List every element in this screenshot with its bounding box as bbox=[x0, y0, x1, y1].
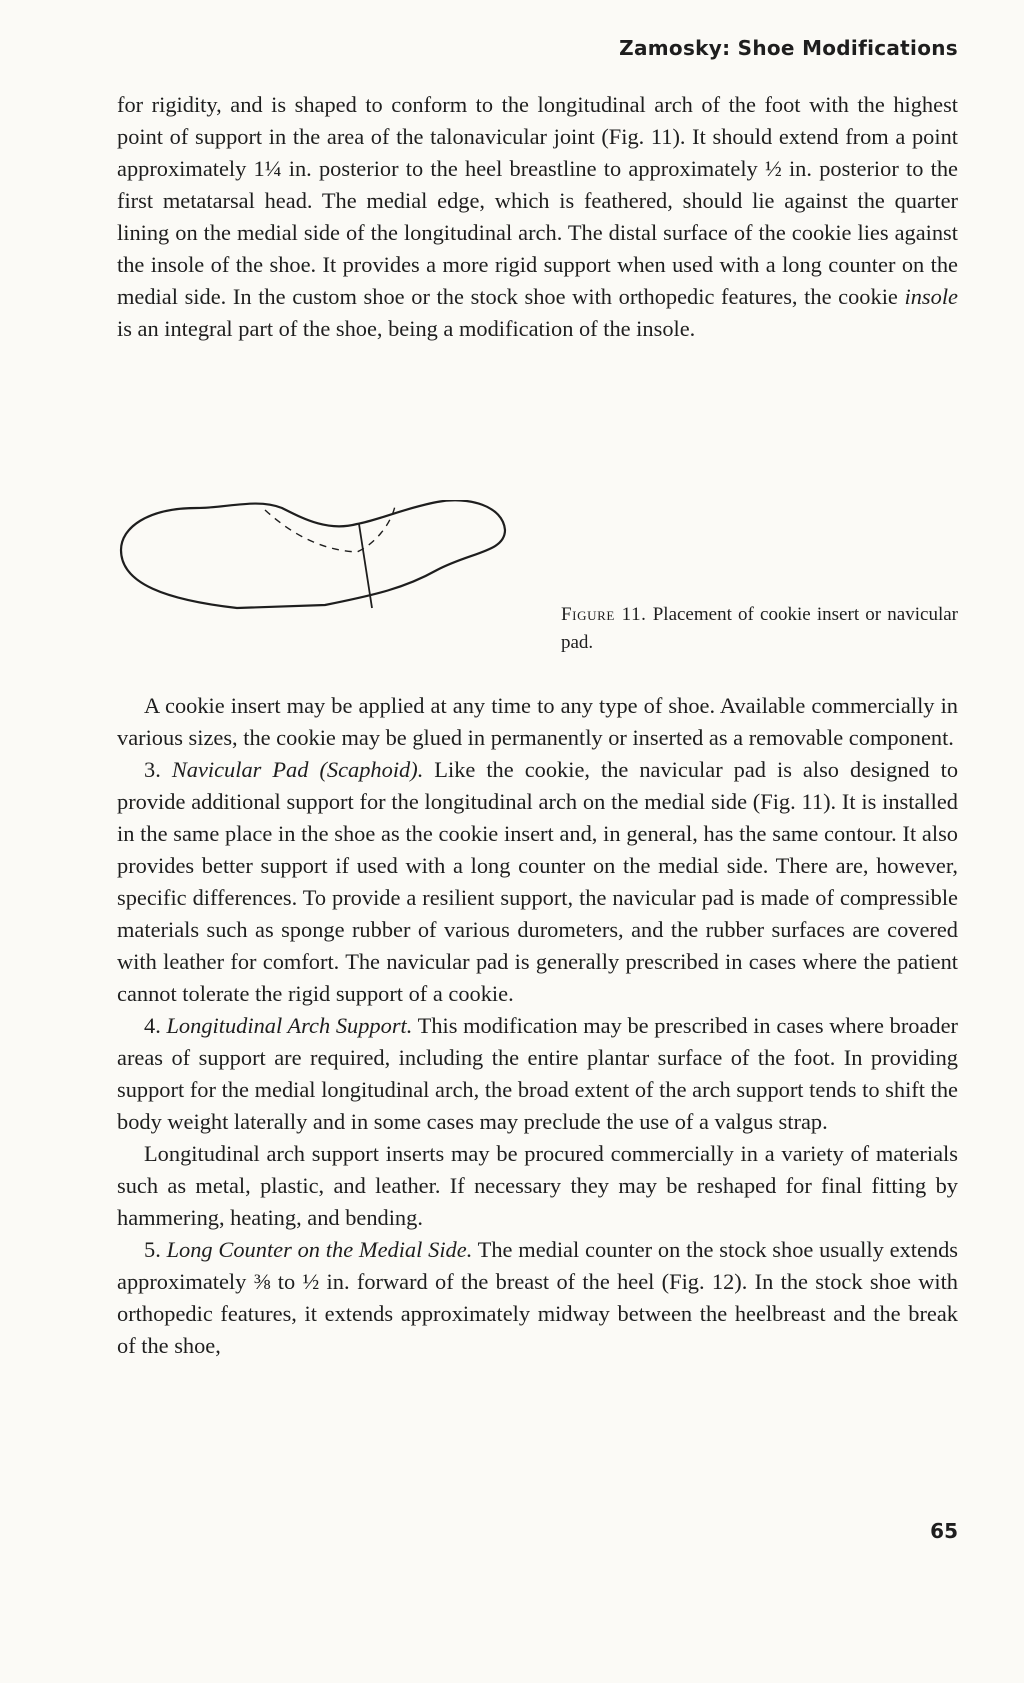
cookie-insert-dashed-outline bbox=[265, 506, 395, 552]
running-header: Zamosky: Shoe Modifications bbox=[619, 36, 958, 60]
emphasis-insole: insole bbox=[904, 284, 958, 309]
text-block-top bbox=[117, 89, 958, 345]
section-title-navicular-pad: Navicular Pad (Scaphoid). bbox=[171, 757, 424, 782]
figure-11-caption: Figure 11. Placement of cookie insert or navicular pad. bbox=[561, 604, 958, 653]
paragraph-cookie-description: for rigidity, and is shaped to conform to the longitudinal arch of the foot with the highest point of support in the area of the talonavicular joint (Fig. 11). It should extend from a point approximately 1¼ in. posterior to the heel breastline to approximately ½ in. posterior to the first metatarsal head. The medial edge, which is feathered, should lie against the quarter lining on the medial side of the longitudinal arch. The distal surface of the cookie lies against the insole of the shoe. It provides a more rigid support when used with a long counter on the medial side. In the custom shoe or the stock shoe with orthopedic features, the cookie insole is an integral part of the shoe, being a modification of the insole. bbox=[117, 92, 958, 341]
section-longitudinal-arch-support: 4. Longitudinal Arch Support. This modification may be prescribed in cases where broader areas of support are required, including the entire plantar surface of the foot. In providing support for the medial longitudinal arch, the broad extent of the arch support tends to shift the body weight laterally and in some cases may preclude the use of a valgus strap. bbox=[117, 1013, 958, 1134]
section-title-long-counter: Long Counter on the Medial Side. bbox=[166, 1237, 473, 1262]
page-number: 65 bbox=[930, 1519, 958, 1543]
figure-11-shoe-outline bbox=[117, 500, 517, 650]
paragraph-cookie-application: A cookie insert may be applied at any time to any type of shoe. Available commercially in various sizes, the cookie may be glued in permanently or inserted as a removable component. bbox=[117, 693, 958, 750]
section-long-counter-medial: 5. Long Counter on the Medial Side. The medial counter on the stock shoe usually extends approximately ⅜ to ½ in. forward of the breast of the heel (Fig. 12). In the stock shoe with orthopedic features, it extends approximately midway between the heelbreast and the break of the shoe, bbox=[117, 1237, 959, 1358]
text-block-main bbox=[117, 690, 958, 1362]
sole-outline bbox=[121, 500, 505, 608]
section-title-longitudinal-arch-support: Longitudinal Arch Support. bbox=[166, 1013, 413, 1038]
figure-label: Figure 11. bbox=[561, 604, 647, 625]
paragraph-arch-support-inserts: Longitudinal arch support inserts may be procured commercially in a variety of materials such as metal, plastic, and leather. If necessary they may be reshaped for final fitting by hammering, heating, and bending. bbox=[117, 1141, 958, 1230]
section-navicular-pad: 3. Navicular Pad (Scaphoid). Like the cookie, the navicular pad is also designed to provide additional support for the longitudinal arch on the medial side (Fig. 11). It is installed in the same place in the shoe as the cookie insert and, in general, has the same contour. It also provides better support if used with a long counter on the medial side. There are, however, specific differences. To provide a resilient support, the navicular pad is made of compressible materials such as sponge rubber of various durometers, and the rubber surfaces are covered with leather for comfort. The navicular pad is generally prescribed in cases where the patient cannot tolerate the rigid support of a cookie. bbox=[117, 757, 959, 1006]
